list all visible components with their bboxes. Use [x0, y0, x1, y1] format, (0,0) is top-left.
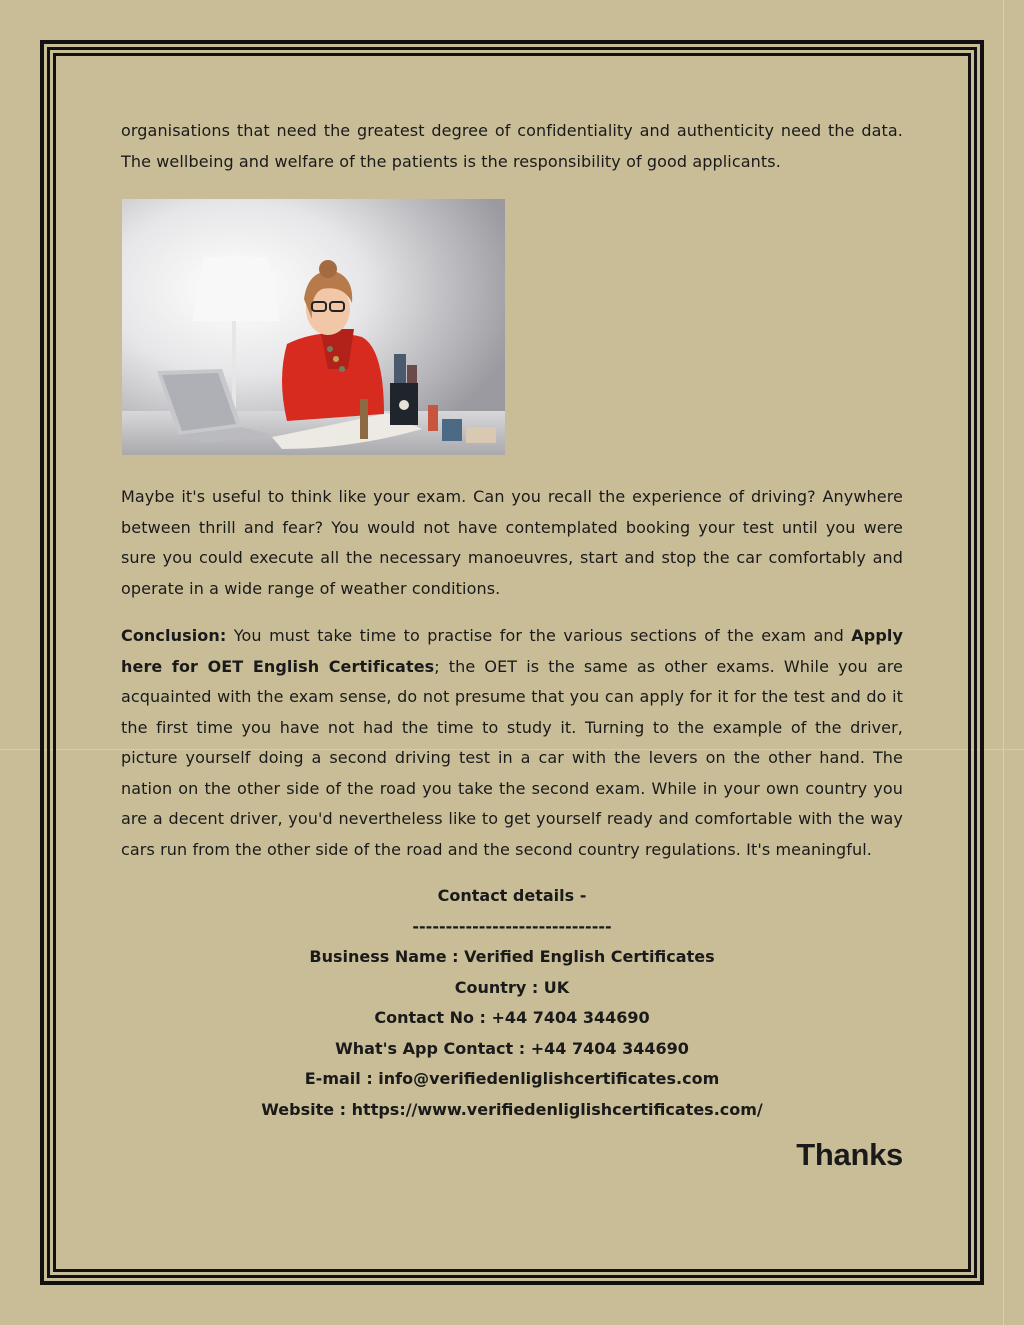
contact-separator: ------------------------------	[412, 916, 612, 936]
contact-heading: Contact details -	[437, 886, 587, 905]
contact-number: Contact No : +44 7404 344690	[374, 1008, 650, 1027]
conclusion-text-2: ; the OET is the same as other exams. While you are acquainted with the exam sense, do not presume that you can apply for it for the test and do it the first time you have not had the time to study it. Turning to the example of the driver, picture yourself doing a second driving test in a car with the levers on the other hand. The nation on the other side of the road you take the second exam. While in your own country you are a decent driver, you'd nevertheless like to get yourself ready and comfortable with the way cars run from the other side of the road and the second country regulations. It's meaningful.	[121, 656, 903, 859]
country: Country : UK	[454, 977, 570, 997]
business-name: Business Name : Verified English Certificates	[309, 947, 715, 966]
driving-paragraph: Maybe it's useful to think like your exam. Can you recall the experience of driving? Anywhere between thrill and fear? You would not have contemplated booking your test until you were sure you could execute all the necessary manoeuvres, start and stop the car comfortably and operate in a wide range of weather conditions.	[121, 487, 903, 598]
closing-thanks: Thanks	[796, 1137, 903, 1172]
email-link[interactable]: E-mail : info@verifiedenliglishcertificates.com	[304, 1069, 720, 1088]
website-link[interactable]: Website : https://www.verifiedenliglishcertificates.com/	[261, 1099, 763, 1119]
intro-paragraph: organisations that need the greatest degree of confidentiality and authenticity need the data. The wellbeing and welfare of the patients is the responsibility of good applicants.	[121, 121, 903, 171]
woman-at-laptop-photo	[122, 199, 505, 455]
contact-details	[121, 881, 903, 1125]
whatsapp-contact: What's App Contact : +44 7404 344690	[335, 1038, 689, 1058]
conclusion-paragraph	[121, 621, 903, 865]
page-edge-line	[1003, 0, 1004, 1325]
document-body	[121, 116, 903, 1173]
conclusion-label: Conclusion:	[121, 626, 227, 645]
conclusion-text-1: You must take time to practise for the various sections of the exam and	[226, 626, 852, 645]
apply-oet-link[interactable]: Apply here for OET English Certificates	[121, 626, 903, 676]
